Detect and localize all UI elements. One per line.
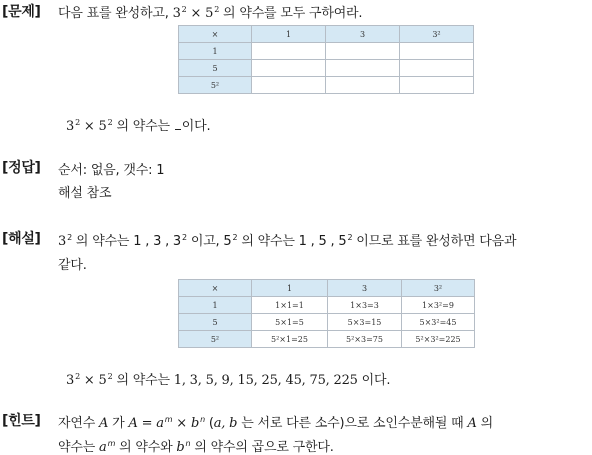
- problem-text-suffix: 의 약수를 모두 구하여라.: [219, 6, 363, 21]
- answer-tag: [정답]: [2, 160, 41, 176]
- expr-base-5: 5: [205, 6, 214, 21]
- var-a: a: [156, 416, 164, 431]
- table-row: [179, 314, 475, 331]
- var-a: a: [99, 440, 107, 455]
- table-row: [179, 43, 474, 60]
- var-m: m: [107, 439, 116, 448]
- explanation-line-2: 같다.: [58, 258, 87, 273]
- table-header-cell: ×: [179, 280, 252, 297]
- table-cell: 1×3=3: [328, 297, 402, 314]
- table-blank-cell: [252, 60, 326, 77]
- table-header-cell: 3: [326, 26, 400, 43]
- table-row: [179, 77, 474, 94]
- expr-base-5: 5: [98, 373, 107, 388]
- question-expression: [66, 119, 113, 134]
- answer-line-2: 해설 참조: [58, 186, 112, 201]
- var-m: m: [164, 415, 173, 424]
- table-blank-cell: [326, 43, 400, 60]
- expr-base-3: 3: [58, 234, 67, 249]
- table-header-cell: 1: [252, 280, 328, 297]
- problem-text-prefix: 다음 표를 완성하고,: [58, 6, 173, 21]
- table-cell: 1×1=1: [252, 297, 328, 314]
- var-n: n: [185, 439, 191, 448]
- table-cell: 5²×3²=225: [402, 331, 475, 348]
- divisor-list: 1, 3, 5, 9, 15, 25, 45, 75, 225: [173, 373, 358, 388]
- var-A: A: [128, 416, 138, 431]
- table-blank-cell: [400, 43, 474, 60]
- table-row-head: 1: [179, 297, 252, 314]
- table-row-head: 5: [179, 314, 252, 331]
- table-blank-cell: [400, 77, 474, 94]
- table-blank-cell: [326, 60, 400, 77]
- expr-exp: 2: [75, 372, 80, 381]
- expr-exp: 2: [214, 5, 220, 14]
- table-cell: 5×3²=45: [402, 314, 475, 331]
- table-header-cell: ×: [179, 26, 252, 43]
- table-header-row: [179, 26, 474, 43]
- table-cell: 5²×3=75: [328, 331, 402, 348]
- table-blank-cell: [326, 77, 400, 94]
- expr-exp: 2: [107, 372, 113, 381]
- hint-text: 의 약수의 곱으로 구한다.: [190, 440, 334, 455]
- table-header-cell: 1: [252, 26, 326, 43]
- expr-base-3: 3: [66, 119, 75, 134]
- answer-line-1: 순서: 없음, 갯수: 1: [58, 163, 165, 178]
- conclusion-end: 이다.: [357, 373, 391, 388]
- var-a-b: a, b: [213, 416, 238, 431]
- hint-text: 는 서로 다른 소수)으로 소인수분해될 때: [237, 416, 468, 431]
- explanation-conclusion: [66, 369, 390, 388]
- hint-line-1: [58, 412, 493, 431]
- explanation-text: 이고, 5: [186, 234, 232, 249]
- times-sign: ×: [83, 373, 95, 388]
- problem-table: [178, 25, 474, 94]
- expr-exp: 2: [107, 118, 113, 127]
- times-sign: ×: [172, 416, 191, 431]
- problem-expression: [173, 6, 220, 21]
- var-n: n: [200, 415, 205, 424]
- table-cell: 1×3²=9: [402, 297, 475, 314]
- hint-text: 의: [476, 416, 493, 431]
- expr-exp: 2: [232, 233, 238, 242]
- times-sign: ×: [190, 6, 202, 21]
- expr-exp: 2: [181, 5, 187, 14]
- times-sign: ×: [83, 119, 95, 134]
- table-row: [179, 331, 475, 348]
- table-header-row: [179, 280, 475, 297]
- explanation-text: 의 약수는 1 , 5 , 5: [237, 234, 347, 249]
- table-row-head: 5²: [179, 77, 252, 94]
- explanation-tag: [해설]: [2, 231, 41, 247]
- expr-exp: 2: [67, 233, 72, 242]
- table-cell: 5²×1=25: [252, 331, 328, 348]
- hint-text: 가: [108, 416, 129, 431]
- table-cell: 5×1=5: [252, 314, 328, 331]
- explanation-line-1: [58, 230, 516, 249]
- table-header-cell: 3²: [400, 26, 474, 43]
- expr-base-3: 3: [66, 373, 75, 388]
- hint-line-2: [58, 436, 334, 455]
- answer-blank: [175, 119, 181, 130]
- expr-exp: 2: [347, 233, 353, 242]
- expr-base-5: 5: [98, 119, 107, 134]
- var-A: A: [467, 416, 477, 431]
- table-header-cell: 3: [328, 280, 402, 297]
- explanation-text: 이므로 표를 완성하면 다음과: [352, 234, 517, 249]
- problem-statement: [58, 2, 362, 21]
- conclusion-expression: [66, 373, 113, 388]
- hint-text: 약수는: [58, 440, 100, 455]
- problem-tag: [문제]: [2, 4, 41, 20]
- hint-text: (: [204, 416, 214, 431]
- table-row-head: 5: [179, 60, 252, 77]
- question-text: 의 약수는: [112, 119, 174, 134]
- problem-question: [66, 115, 210, 134]
- equals-sign: =: [137, 416, 157, 431]
- expr-exp: 2: [182, 233, 187, 242]
- table-row: [179, 297, 475, 314]
- var-b: b: [176, 440, 185, 455]
- table-row: [179, 60, 474, 77]
- table-header-cell: 3²: [402, 280, 475, 297]
- table-row-head: 5²: [179, 331, 252, 348]
- table-cell: 5×3=15: [328, 314, 402, 331]
- explanation-table: [178, 279, 475, 348]
- table-blank-cell: [252, 43, 326, 60]
- table-row-head: 1: [179, 43, 252, 60]
- var-b: b: [190, 416, 200, 431]
- question-end: 이다.: [181, 119, 211, 134]
- table-blank-cell: [252, 77, 326, 94]
- conclusion-text: 의 약수는: [112, 373, 174, 388]
- var-A: A: [99, 416, 109, 431]
- explanation-text: 의 약수는 1 , 3 , 3: [71, 234, 182, 249]
- hint-text: 의 약수와: [115, 440, 177, 455]
- table-blank-cell: [400, 60, 474, 77]
- hint-tag: [힌트]: [2, 413, 41, 429]
- expr-base-3: 3: [172, 6, 181, 21]
- expr-exp: 2: [75, 118, 80, 127]
- hint-text: 자연수: [58, 416, 100, 431]
